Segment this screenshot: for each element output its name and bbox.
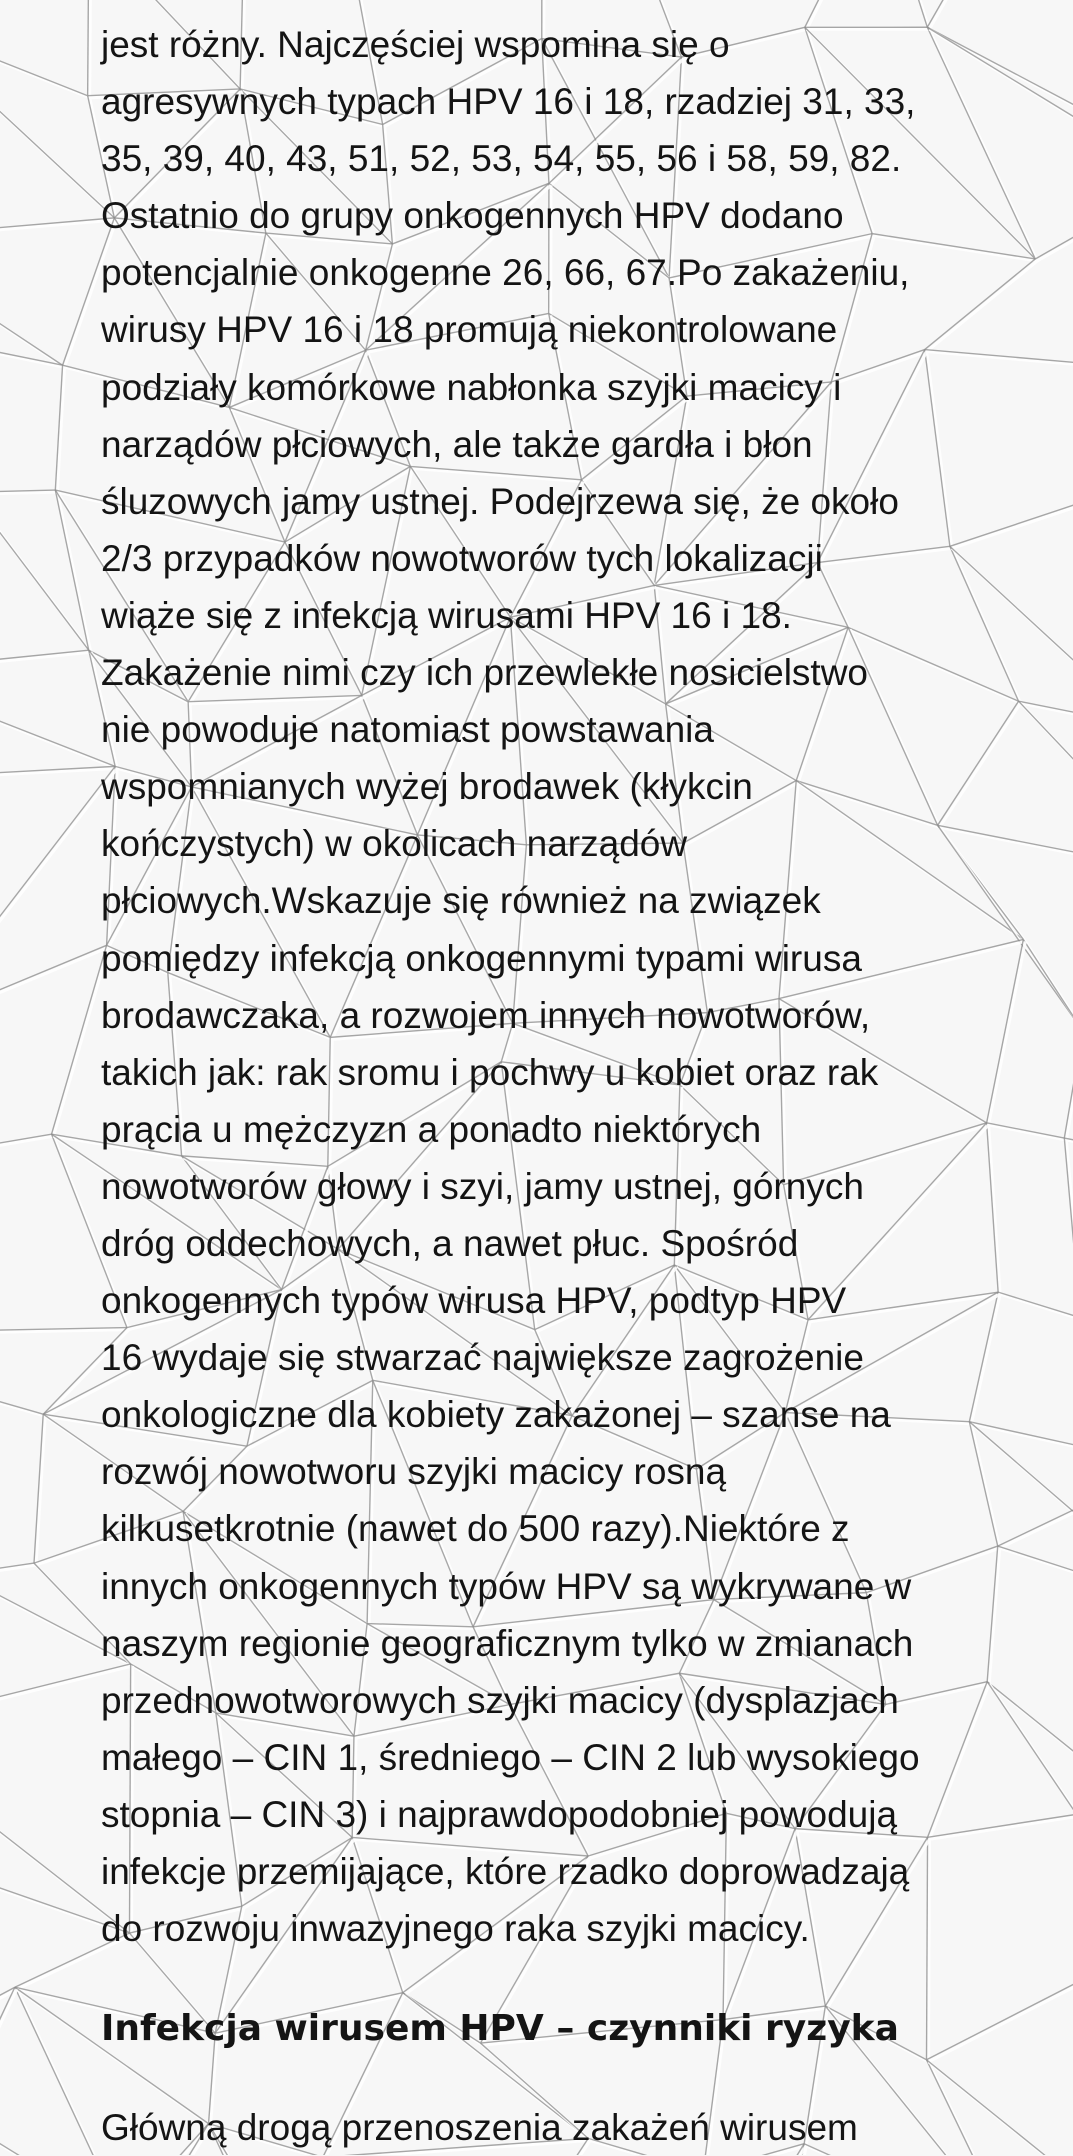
- pattern-line: [998, 1546, 1073, 1606]
- pattern-line-highlight: [1000, 1548, 1073, 1608]
- text-line: rozwój nowotworu szyjki macicy rosną: [101, 1443, 981, 1500]
- text-line: nie powoduje natomiast powstawania: [101, 701, 981, 758]
- text-line: płciowych.Wskazuje się również na związek: [101, 872, 981, 929]
- text-line: agresywnych typach HPV 16 i 18, rzadziej 31, 33,: [101, 73, 981, 130]
- pattern-line-highlight: [0, 0, 91, 25]
- pattern-line-highlight: [989, 1125, 1001, 1294]
- text-line: onkogennych typów wirusa HPV, podtyp HPV: [101, 1272, 981, 1329]
- text-line: 35, 39, 40, 43, 51, 52, 53, 54, 55, 56 i 58, 59, 82.: [101, 130, 981, 187]
- pattern-line-highlight: [0, 494, 91, 652]
- pattern-line-highlight: [0, 1136, 54, 1157]
- text-line: jest różny. Najczęściej wspomina się o: [101, 16, 981, 73]
- pattern-line-highlight: [0, 25, 90, 97]
- pattern-line: [1035, 179, 1073, 259]
- pattern-line-highlight: [1000, 1294, 1073, 1320]
- pattern-line-highlight: [0, 1386, 45, 1416]
- pattern-line: [987, 1682, 1073, 1815]
- article-paragraph: [101, 16, 981, 1957]
- text-line: stopnia – CIN 3) i najprawdopodobniej powodują: [101, 1786, 981, 1843]
- pattern-line-highlight: [0, 1989, 17, 2118]
- text-line: pomiędzy infekcją onkogennymi typami wirusa: [101, 930, 981, 987]
- pattern-line: [0, 23, 114, 218]
- text-line: kończystych) w okolicach narządów: [101, 815, 981, 872]
- text-line: przednowotworowych szyjki macicy (dysplazjach: [101, 1672, 981, 1729]
- pattern-line: [1023, 939, 1073, 1030]
- pattern-line-highlight: [90, 0, 91, 98]
- text-line: takich jak: rak sromu i pochwy u kobiet oraz rak: [101, 1044, 981, 1101]
- text-line: infekcje przemijające, które rzadko doprowadzają: [101, 1843, 981, 1900]
- text-line: kilkusetkrotnie (nawet do 500 razy).Niektóre z: [101, 1500, 981, 1557]
- pattern-line: [969, 1422, 1073, 1606]
- pattern-line-highlight: [989, 1548, 1000, 1684]
- text-line: narządów płciowych, ale także gardła i błon: [101, 416, 981, 473]
- pattern-line-highlight: [0, 947, 109, 1026]
- text-line: wirusy HPV 16 i 18 promują niekontrolowane: [101, 301, 981, 358]
- text-line: 2/3 przypadków nowotworów tych lokalizacji: [101, 530, 981, 587]
- section-heading: Infekcja wirusem HPV – czynniki ryzyka: [101, 1999, 981, 2059]
- article-body: [101, 16, 981, 2156]
- pattern-line-highlight: [971, 1424, 1073, 1468]
- pattern-line: [987, 1546, 998, 1682]
- text-line: do rozwoju inwazyjnego raka szyjki macicy.: [101, 1900, 981, 1957]
- text-line: małego – CIN 1, średniego – CIN 2 lub wysokiego: [101, 1729, 981, 1786]
- pattern-line-highlight: [1037, 181, 1073, 261]
- pattern-line-highlight: [0, 652, 91, 674]
- text-line: Zakażenie nimi czy ich przewlekłe nosicielstwo: [101, 644, 981, 701]
- text-line: śluzowych jamy ustnej. Podejrzewa się, że około: [101, 473, 981, 530]
- pattern-line-highlight: [989, 1684, 1073, 1770]
- pattern-line: [987, 1123, 999, 1292]
- pattern-line: [987, 1682, 1073, 1768]
- pattern-line: [987, 1123, 1065, 1138]
- article-paragraph: [101, 2099, 981, 2156]
- text-line: wiąże się z infekcją wirusami HPV 16 i 18.: [101, 587, 981, 644]
- text-line: brodawczaka, a rozwojem innych nowotworów,: [101, 987, 981, 1044]
- pattern-line-highlight: [0, 25, 116, 220]
- pattern-line-highlight: [36, 1416, 45, 1565]
- pattern-line-highlight: [0, 768, 117, 1026]
- pattern-line: [0, 492, 89, 650]
- pattern-line-highlight: [989, 941, 1026, 1124]
- text-line: dróg oddechowych, a nawet płuc. Spośród: [101, 1215, 981, 1272]
- text-line: wspomnianych wyżej brodawek (kłykcin: [101, 758, 981, 815]
- pattern-line-highlight: [989, 1125, 1067, 1140]
- pattern-line-highlight: [1025, 941, 1073, 1032]
- text-line: potencjalnie onkogenne 26, 66, 67.Po zakażeniu,: [101, 244, 981, 301]
- pattern-line: [987, 939, 1024, 1122]
- text-line: prącia u mężczyzn a ponadto niektórych: [101, 1101, 981, 1158]
- text-line: nowotworów głowy i szyi, jamy ustnej, górnych: [101, 1158, 981, 1215]
- pattern-line: [0, 23, 88, 95]
- text-line: naszym regionie geograficznym tylko w zmianach: [101, 1615, 981, 1672]
- pattern-line-highlight: [0, 240, 65, 367]
- text-line: Główną drogą przenoszenia zakażeń wirusem: [101, 2099, 981, 2156]
- text-line: onkologiczne dla kobiety zakażonej – szanse na: [101, 1386, 981, 1443]
- text-line: 16 wydaje się stwarzać największe zagrożenie: [101, 1329, 981, 1386]
- pattern-line: [52, 945, 107, 1134]
- pattern-line-highlight: [971, 1424, 1073, 1608]
- text-line: innych onkogennych typów HPV są wykrywane w: [101, 1558, 981, 1615]
- text-line: Ostatnio do grupy onkogennych HPV dodano: [101, 187, 981, 244]
- pattern-line-highlight: [0, 492, 57, 494]
- text-line: podziały komórkowe nabłonka szyjki macicy i: [101, 359, 981, 416]
- pattern-line: [0, 0, 89, 23]
